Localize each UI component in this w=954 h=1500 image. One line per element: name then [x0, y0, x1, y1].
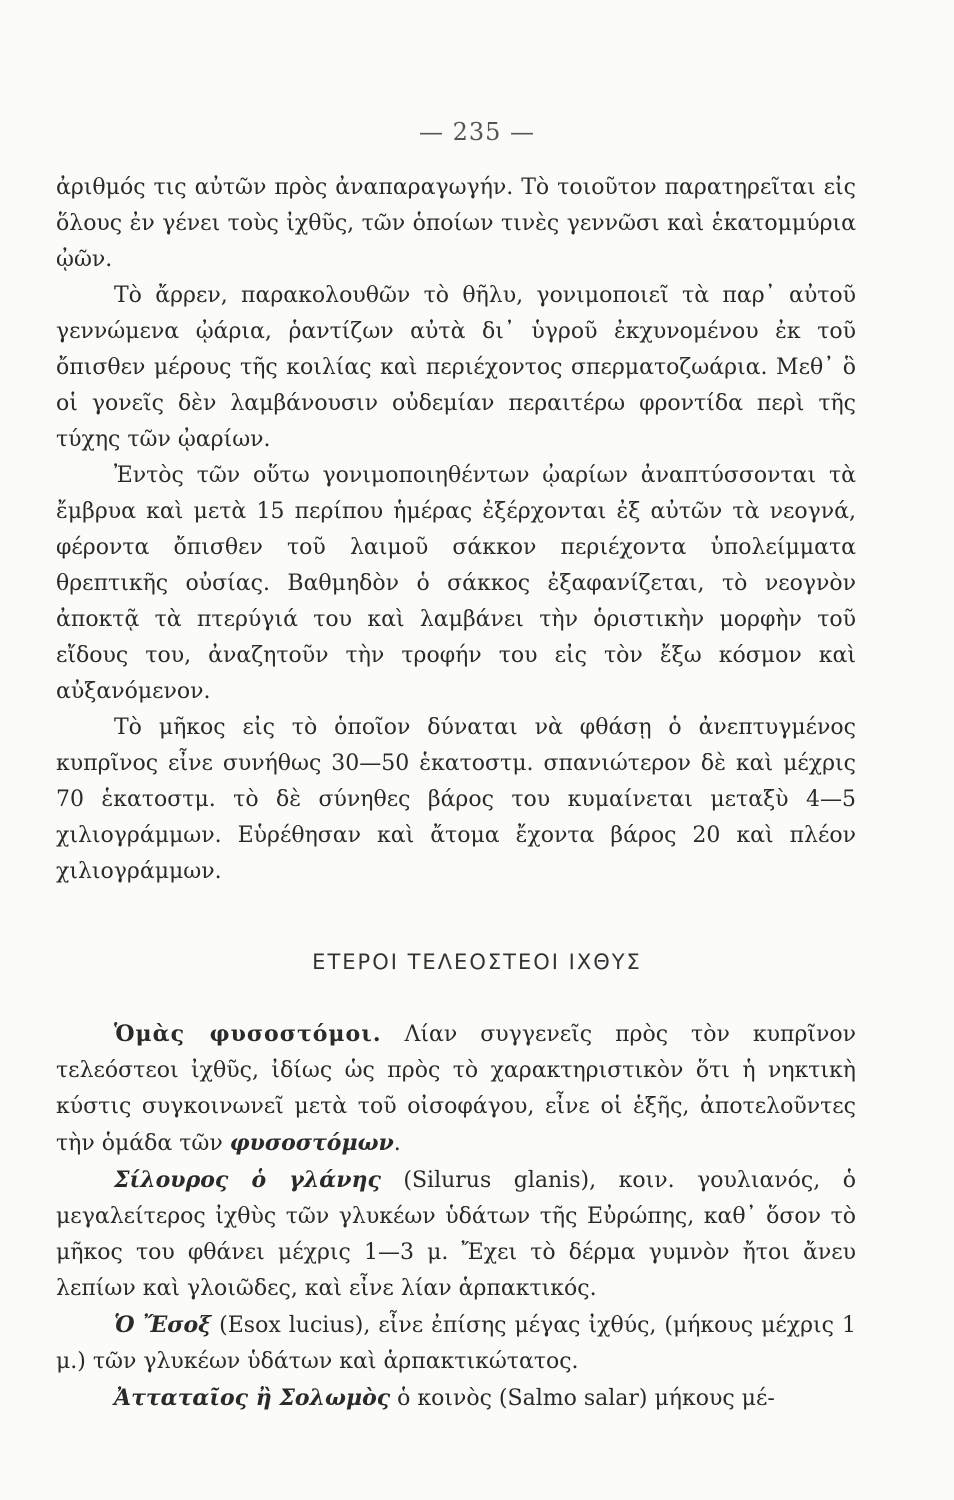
paragraph: ἀριθμός τις αὐτῶν πρὸς ἀναπαραγωγήν. Τὸ τοιοῦτον παρατηρεῖται εἰς ὅλους ἐν γένει τοὺς ἰχθῦς, τῶν ὁποίων τινὲς γεννῶσι καὶ ἑκατομμύρια ᾠῶν.	[56, 175, 856, 272]
body-text-block	[56, 1016, 856, 1417]
term-emphasis: φυσοστόμων	[229, 1130, 394, 1156]
paragraph-text: .	[393, 1131, 401, 1156]
term-heading: Ἀτταταῖος ἢ Σολωμὸς	[114, 1385, 391, 1411]
paragraph: Τὸ ἄρρεν, παρακολουθῶν τὸ θῆλυ, γονιμοποιεῖ τὰ παρ᾽ αὐτοῦ γεννώμενα ᾠάρια, ῥαντίζων αὐτὰ δι᾽ ὑγροῦ ἐκχυνομένου ἐκ τοῦ ὄπισθεν μέρους τῆς κοιλίας καὶ περιέχοντος σπερματοζωάρια. Μεθ᾽ ὃ οἱ γονεῖς δὲν λαμβάνουσιν οὐδεμίαν περαιτέρω φροντίδα περὶ τῆς τύχης τῶν ᾠαρίων.	[56, 283, 856, 452]
paragraph	[56, 1380, 856, 1417]
term-heading: Ὁμὰς φυσοστόμοι.	[114, 1021, 382, 1047]
paragraph	[56, 1162, 856, 1307]
term-heading: Σίλουρος ὁ γλάνης	[114, 1167, 381, 1193]
term-heading: Ὁ Ἔσοξ	[114, 1312, 212, 1338]
section-heading: ΕΤΕΡΟΙ ΤΕΛΕΟΣΤΕΟΙ ΙΧΘΥΣ	[312, 950, 642, 974]
paragraph: Τὸ μῆκος εἰς τὸ ὁποῖον δύναται νὰ φθάσῃ ὁ ἀνεπτυγμένος κυπρῖνος εἶνε συνήθως 30—50 ἑκατοστμ. σπανιώτερον δὲ καὶ μέχρις 70 ἑκατοστμ. τὸ δὲ σύνηθες βάρος του κυμαίνεται μεταξὺ 4—5 χιλιογράμμων. Εὑρέθησαν καὶ ἄτομα ἔχοντα βάρος 20 καὶ πλέον χιλιογράμμων.	[56, 715, 856, 884]
paragraph-text: (Silurus glanis), κοιν. γουλιανός, ὁ μεγαλείτερος ἰχθὺς τῶν γλυκέων ὑδάτων τῆς Εὐρώπης, καθ᾽ ὅσον τὸ μῆκος του φθάνει μέχρις 1—3 μ. Ἔχει τὸ δέρμα γυμνὸν ἤτοι ἄνευ λεπίων καὶ γλοιῶδες, καὶ εἶνε λίαν ἁρπακτικός.	[56, 1168, 856, 1301]
paragraph	[56, 1016, 856, 1162]
page-number: — 235 —	[418, 118, 536, 146]
body-text-block	[56, 170, 856, 890]
paragraph-text: Λίαν συγγενεῖς πρὸς τὸν κυπρῖνον τελεόστεοι ἰχθῦς, ἰδίως ὡς πρὸς τὸ χαρακτηριστικὸν ὅτι ἡ νηκτικὴ κύστις συγκοινωνεῖ μετὰ τοῦ οἰσοφάγου, εἶνε οἱ ἑξῆς, ἀποτελοῦντες τὴν ὁμάδα τῶν	[56, 1022, 856, 1156]
paragraph	[56, 1307, 856, 1380]
paragraph-text: (Esox lucius), εἶνε ἐπίσης μέγας ἰχθύς, (μήκους μέχρις 1 μ.) τῶν γλυκέων ὑδάτων καὶ ἁρπακτικώτατος.	[56, 1313, 856, 1374]
paragraph: Ἐντὸς τῶν οὕτω γονιμοποιηθέντων ᾠαρίων ἀναπτύσσονται τὰ ἔμβρυα καὶ μετὰ 15 περίπου ἡμέρας ἐξέρχονται ἐξ αὐτῶν τὰ νεογνά, φέροντα ὄπισθεν τοῦ λαιμοῦ σάκκον περιέχοντα ὑπολείμματα θρεπτικῆς οὐσίας. Βαθμηδὸν ὁ σάκκος ἐξαφανίζεται, τὸ νεογνὸν ἀποκτᾷ τὰ πτερύγιά του καὶ λαμβάνει τὴν ὁριστικὴν μορφὴν τοῦ εἴδους του, ἀναζητοῦν τὴν τροφήν του εἰς τὸν ἔξω κόσμον καὶ αὐξανόμενον.	[56, 463, 856, 704]
paragraph-text: ὁ κοινὸς (Salmo salar) μήκους μέ-	[390, 1386, 775, 1411]
